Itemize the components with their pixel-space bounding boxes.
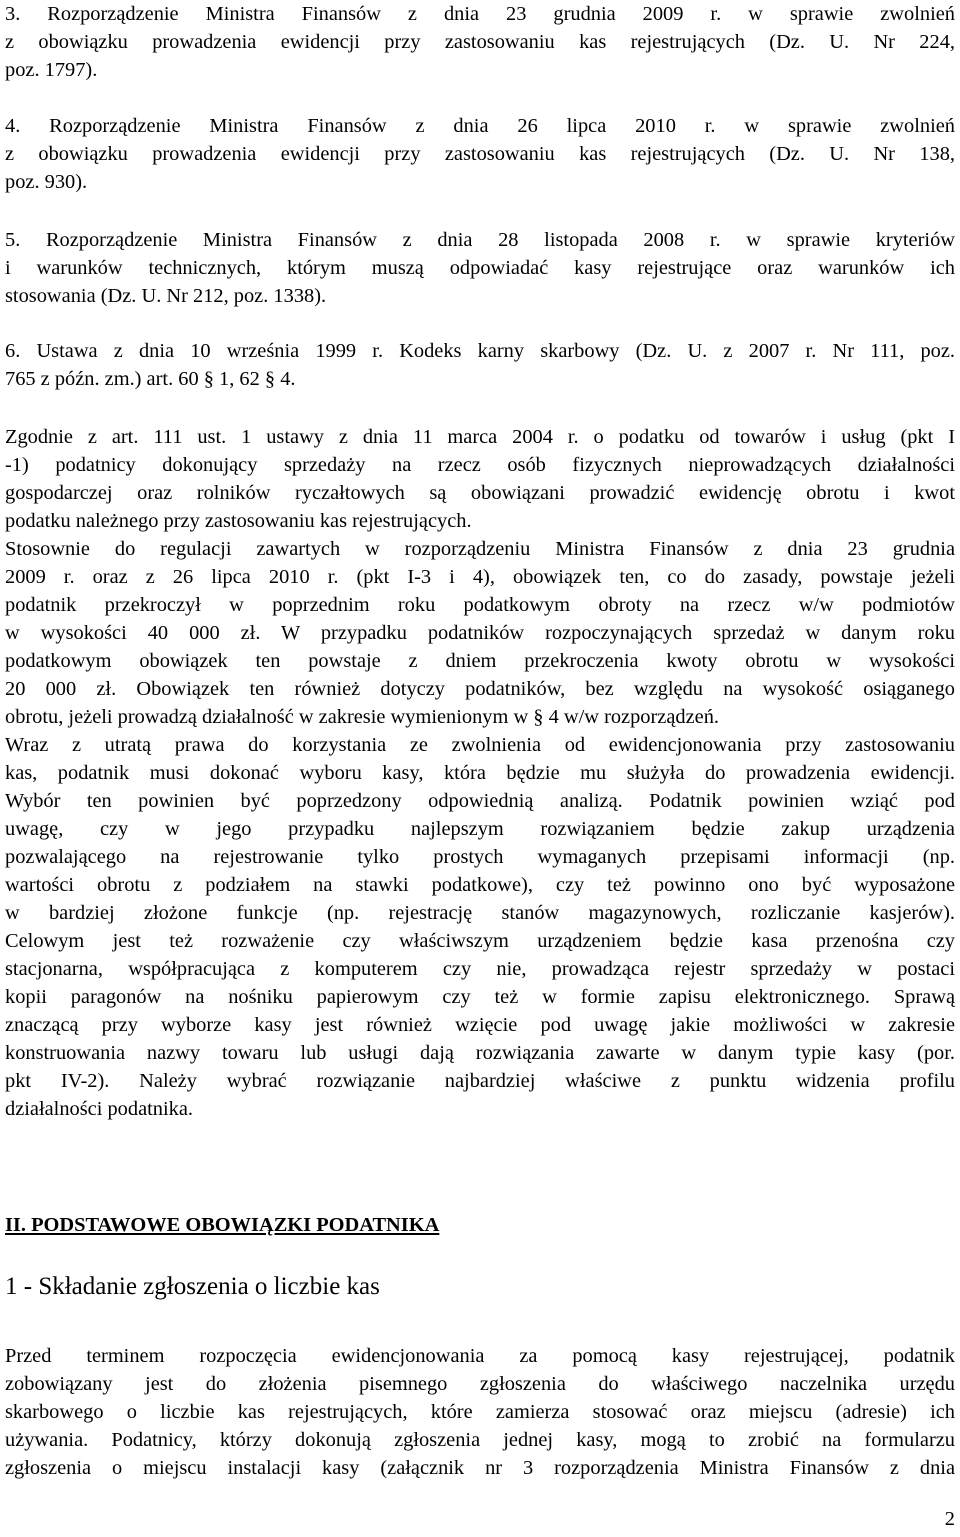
body-line-7: podatnik przekroczył w poprzednim roku podatkowym obroty na rzecz w/w podmiotów [5, 594, 955, 616]
body-line-10: 20 000 zł. Obowiązek ten również dotyczy podatników, bez względu na wysokość osiąganego [5, 678, 955, 700]
body-line-1: Zgodnie z art. 111 ust. 1 ustawy z dnia 11 marca 2004 r. o podatku od towarów i usług (pkt I [5, 426, 955, 448]
body-line-24: pkt IV-2). Należy wybrać rozwiązanie najbardziej właściwe z punktu widzenia profilu [5, 1070, 955, 1092]
page-number: 2 [944, 1508, 955, 1530]
item-3-line-1: 3. Rozporządzenie Ministra Finansów z dnia 23 grudnia 2009 r. w sprawie zwolnień [5, 3, 955, 25]
item-6-line-1: 6. Ustawa z dnia 10 września 1999 r. Kodeks karny skarbowy (Dz. U. z 2007 r. Nr 111, poz. [5, 340, 955, 362]
body-line-21: kopii paragonów na nośniku papierowym czy też w formie zapisu elektronicznego. Sprawą [5, 986, 955, 1008]
body-line-12: Wraz z utratą prawa do korzystania ze zwolnienia od ewidencjonowania przy zastosowaniu [5, 734, 955, 756]
final-line-4: używania. Podatnicy, którzy dokonują zgłoszenia jednej kasy, mogą to zrobić na formularzu [5, 1429, 955, 1451]
body-line-11: obrotu, jeżeli prowadzą działalność w zakresie wymienionym w § 4 w/w rozporządzeń. [5, 706, 719, 728]
body-line-3: gospodarczej oraz rolników ryczałtowych są obowiązani prowadzić ewidencję obrotu i kwot [5, 482, 955, 504]
final-line-5: zgłoszenia o miejscu instalacji kasy (załącznik nr 3 rozporządzenia Ministra Finansów z dnia [5, 1457, 955, 1479]
section-heading: II. PODSTAWOWE OBOWIĄZKI PODATNIKA [5, 1214, 440, 1236]
final-line-1: Przed terminem rozpoczęcia ewidencjonowania za pomocą kasy rejestrującej, podatnik [5, 1345, 955, 1367]
body-line-9: podatkowym obowiązek ten powstaje z dniem przekroczenia kwoty obrotu w wysokości [5, 650, 955, 672]
body-line-6: 2009 r. oraz z 26 lipca 2010 r. (pkt I-3 i 4), obowiązek ten, co do zasady, powstaje jeżeli [5, 566, 955, 588]
final-line-2: zobowiązany jest do złożenia pisemnego zgłoszenia do właściwego naczelnika urzędu [5, 1373, 955, 1395]
body-line-23: konstruowania nazwy towaru lub usługi dają rozwiązania zawarte w danym typie kasy (por. [5, 1042, 955, 1064]
body-line-14: Wybór ten powinien być poprzedzony odpowiednią analizą. Podatnik powinien wziąć pod [5, 790, 955, 812]
body-line-4: podatku należnego przy zastosowaniu kas rejestrujących. [5, 510, 472, 532]
item-3-line-2: z obowiązku prowadzenia ewidencji przy zastosowaniu kas rejestrujących (Dz. U. Nr 224, [5, 31, 955, 53]
body-line-5: Stosownie do regulacji zawartych w rozporządzeniu Ministra Finansów z dnia 23 grudnia [5, 538, 955, 560]
body-line-13: kas, podatnik musi dokonać wyboru kasy, która będzie mu służyła do prowadzenia ewidencji. [5, 762, 955, 784]
item-4-line-3: poz. 930). [5, 171, 88, 193]
item-5-line-3: stosowania (Dz. U. Nr 212, poz. 1338). [5, 285, 327, 307]
body-line-8: w wysokości 40 000 zł. W przypadku podatników rozpoczynających sprzedaż w danym roku [5, 622, 955, 644]
final-line-3: skarbowego o liczbie kas rejestrujących, które zamierza stosować oraz miejscu (adresie) ich [5, 1401, 955, 1423]
item-6-line-2: 765 z późn. zm.) art. 60 § 1, 62 § 4. [5, 368, 296, 390]
section-subheading: 1 - Składanie zgłoszenia o liczbie kas [5, 1273, 380, 1300]
item-3-line-3: poz. 1797). [5, 59, 98, 81]
body-line-20: stacjonarna, współpracująca z komputerem czy nie, prowadząca rejestr sprzedaży w postaci [5, 958, 955, 980]
body-line-16: pozwalającego na rejestrowanie tylko prostych wymaganych przepisami informacji (np. [5, 846, 955, 868]
body-line-25: działalności podatnika. [5, 1098, 193, 1120]
item-5-line-2: i warunków technicznych, którym muszą odpowiadać kasy rejestrujące oraz warunków ich [5, 257, 955, 279]
body-line-19: Celowym jest też rozważenie czy właściwszym urządzeniem będzie kasa przenośna czy [5, 930, 955, 952]
body-line-15: uwagę, czy w jego przypadku najlepszym rozwiązaniem będzie zakup urządzenia [5, 818, 955, 840]
body-line-2: -1) podatnicy dokonujący sprzedaży na rzecz osób fizycznych nieprowadzących działalności [5, 454, 955, 476]
body-line-17: wartości obrotu z podziałem na stawki podatkowe), czy też powinno ono być wyposażone [5, 874, 955, 896]
body-line-18: w bardziej złożone funkcje (np. rejestrację stanów magazynowych, rozliczanie kasjerów). [5, 902, 955, 924]
item-4-line-2: z obowiązku prowadzenia ewidencji przy zastosowaniu kas rejestrujących (Dz. U. Nr 138, [5, 143, 955, 165]
item-5-line-1: 5. Rozporządzenie Ministra Finansów z dnia 28 listopada 2008 r. w sprawie kryteriów [5, 229, 955, 251]
document-page [5, 0, 955, 1537]
item-4-line-1: 4. Rozporządzenie Ministra Finansów z dnia 26 lipca 2010 r. w sprawie zwolnień [5, 115, 955, 137]
body-line-22: znaczącą przy wyborze kasy jest również wzięcie pod uwagę jakie możliwości w zakresie [5, 1014, 955, 1036]
